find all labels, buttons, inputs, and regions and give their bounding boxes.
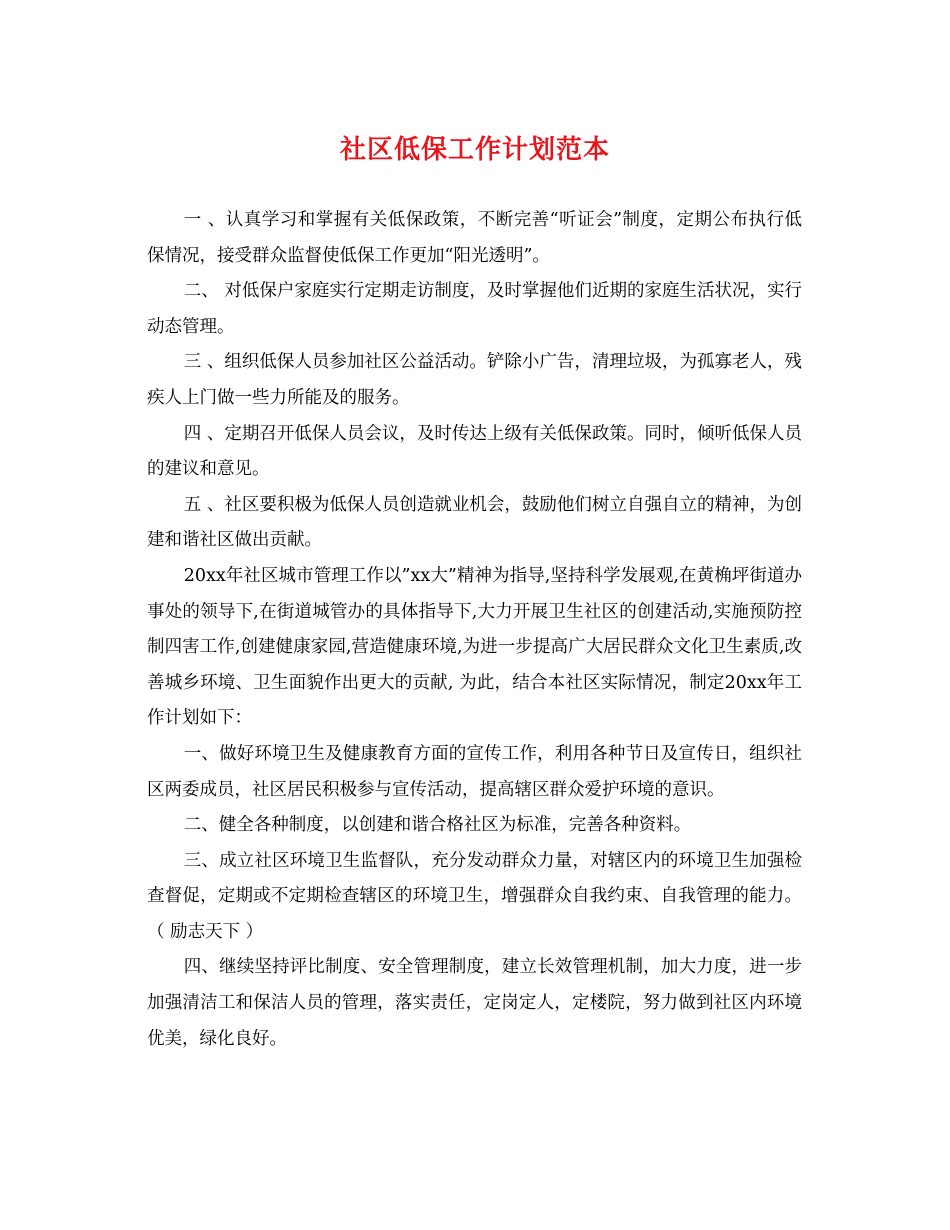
paragraph-5: 五 、社区要积极为低保人员创造就业机会，鼓励他们树立自强自立的精神，为创建和谐社区做出贡献。	[147, 494, 802, 551]
paragraph-4: 四 、定期召开低保人员会议，及时传达上级有关低保政策。同时，倾听低保人员的建议和意见。	[147, 423, 802, 480]
paragraph-3: 三 、组织低保人员参加社区公益活动。铲除小广告，清理垃圾，为孤寡老人，残疾人上门做一些力所能及的服务。	[147, 352, 802, 408]
paragraph-2: 二、 对低保户家庭实行定期走访制度，及时掌握他们近期的家庭生活状况，实行动态管理。	[147, 281, 802, 337]
paragraph-7: 一、做好环境卫生及健康教育方面的宣传工作，利用各种节日及宣传日，组织社区两委成员，社区居民积极参与宣传活动，提高辖区群众爱护环境的意识。	[147, 743, 802, 800]
paragraph-8: 二、健全各种制度，以创建和谐合格社区为标准，完善各种资料。	[183, 815, 692, 836]
paragraph-6: 20xx年社区城市管理工作以”xx大”精神为指导,坚持科学发展观,在黄桷坪街道办事处的领导下,在街道城管办的具体指导下,大力开展卫生社区的创建活动,实施预防控制四害工作,创建健康家园,营造健康环境,为进一步提高广大居民群众文化卫生素质,改善城乡环境、卫生面貌作出更大的贡献, 为此，结合本社区实际情况，制定20xx年工作计划如下：	[147, 565, 802, 729]
document-title: 社区低保工作计划范本	[339, 135, 610, 165]
document-body	[147, 203, 802, 1057]
paragraph-10: 四、继续坚持评比制度、安全管理制度，建立长效管理机制，加大力度，进一步加强清洁工和保洁人员的管理，落实责任，定岗定人，定楼院，努力做到社区内环境优美，绿化良好。	[147, 957, 802, 1049]
paragraph-9: 三、成立社区环境卫生监督队，充分发动群众力量，对辖区内的环境卫生加强检查督促，定期或不定期检查辖区的环境卫生，增强群众自我约束、自我管理的能力。（ 励志天下 ）	[147, 850, 802, 942]
paragraph-1: 一 、认真学习和掌握有关低保政策，不断完善“听证会”制度，定期公布执行低保情况，接受群众监督使低保工作更加“阳光透明”。	[147, 210, 802, 266]
